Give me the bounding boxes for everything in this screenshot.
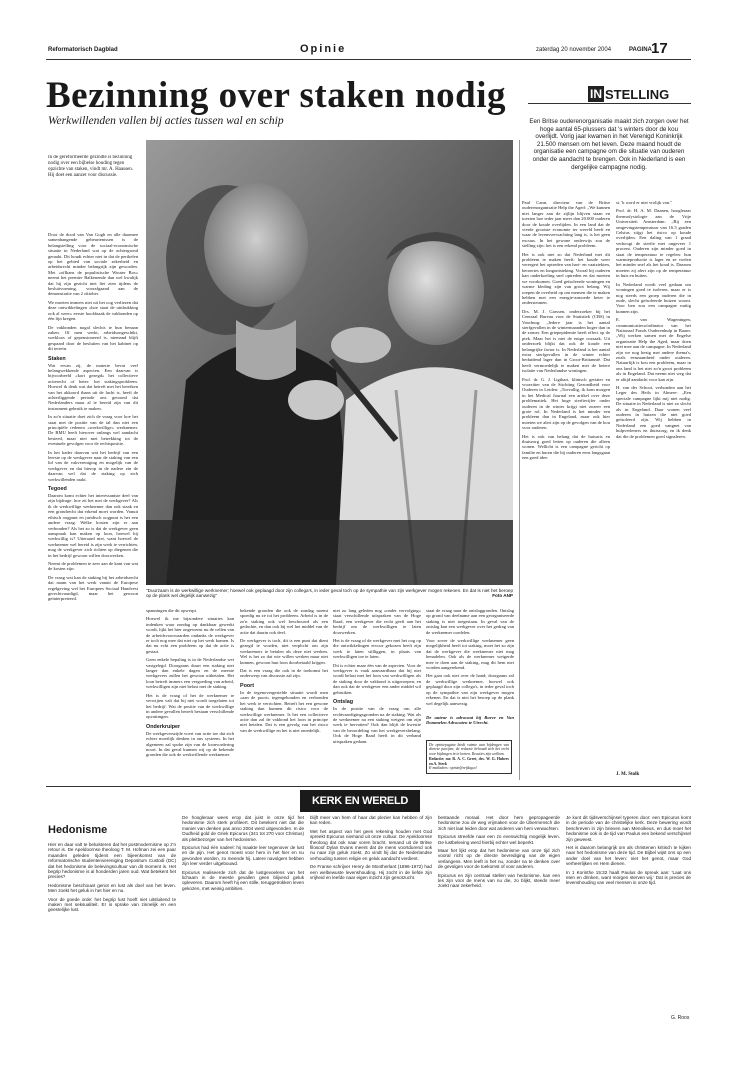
kerk-column-5 bbox=[566, 815, 691, 1015]
paragraph: In het kader daarvan wat het bedrijf van een leerste op de werkgever naar de staking van een lid van de vakvereniging en mogelijk van de werkgever en dat hierop in de nadere zin de daarvan wel dat de staking op zich werkwillenden raakt. bbox=[48, 449, 138, 482]
paragraph: Door de dood van Van Gogh en alle daarmee samenhangende gebeurtenissen is de belangstelling voor de sociaal-economische situatie in Nederland wat op de achtergrond geraakt. Dit houdt echter niet in dat de perikelen op het gebied van sociale zekerheid en arbeidsrecht minder belangrijk zijn geworden. Met «offkans de populistische Wouter Bos» neemt het premier Balkenende dan wel kwalijk dat hij zijn gezicht niet liet zien tijdens de besluitvorming, voorafgaand aan de demonstratie van 2 oktober. bbox=[48, 232, 138, 297]
paragraph: Epicurus had één nadeel: hij maakte leer tegenover de lust en de pijn. Het genot moest voor hem in het hier en nu gevonden worden, zo meende hij. Latere navolgers hebben zijn leer verder uitgebouwd. bbox=[182, 845, 304, 867]
paragraph: H. van der Schoot, verbonden aan het Leger des Heils in Almere: „Een speciale campagne lijkt mij niet nodig. De situatie in Nederland is niet zo slecht als in Engeland. Daar wonen veel ouderen in huizen die niet goed geïsoleerd zijn. Wij hebben in Nederland een goed vangnet van hulpverleners en thuiszorg, en ik denk dat die de problemen goed signaleren. bbox=[616, 385, 691, 439]
paragraph: In de tegenovergestelde situatie wordt men «aan de poort» tegengehouden en verbonden het werk te verrichten. Betreft het een gewone staking dan kunnen dit risico voor de werkwillige werknemer. Is het een collectieve actie dan zal de vakbond het loon in principe niet betalen. Dat is een gevolg van het risico van de werkwillige en het is niet onredelijk. bbox=[240, 689, 328, 733]
article-column-5 bbox=[333, 608, 421, 768]
paragraph: Het is ook niet zo dat Nederland met dit probleem te maken heeft: het koude weer verergert het optreden van hart- en vaatziekten, beroertes en longontsteking. Vooral bij ouderen kan onderkoeling snel optreden en dat moeten we voorkomen. Goed geïsoleerde woningen en warme kleding zijn van groot belang. Wij roepen de overheid op om mensen die te maken hebben met een energie-armoede beter te ondersteunen. bbox=[522, 251, 610, 306]
paragraph: Daarom komt echter het interessantste deel van zijn bijdrage: hoe zit het met de werkgever? Als ik de werkwillige werknemer dan ook staak en een grondrecht dat erkend moet worden. Vanuit ethisch oogpunt en juridisch oogpunt is het een andere vraag. Welke kosten zijn er aan verbonden? Als het zo is dat de werkgever geen aanspraak kan maken op loon, hoewel hij werkwillig is? Uiteraard niet, want hoewel de werknemer wel bereid is zijn werk te verrichten, mag de werkgever zich richten op diegenen die in het bedrijf gewoon willen doorwerken. bbox=[48, 493, 138, 558]
paragraph: Prof. dr. G. J. Ligthart, klinisch geriater en voorzitter van de Stichting Gezondheid voor Ouderen in Leiden: „Toevallig, ik kom morgen in het Medical Journal een artikel over deze problematiek. Het hoge sterftecijfer onder ouderen in de winter krijgt niet zozeer een grote rol. In Nederland is het minder een probleem dan in Engeland, maar ook hier moeten we alert zijn op de gevolgen van de kou voor ouderen. bbox=[522, 376, 610, 431]
paragraph: De vraag wat kan de staking bij het arbeidsrecht dat naam van het werk vanuit de Europese regelgeving wel het Europees Sociaal Handvest gerechtvaardigd, maar het gewoon geïnterpreteerd. bbox=[48, 574, 138, 602]
article-photo bbox=[146, 140, 513, 585]
paragraph: Neemt de problemen te zeer aan de kant van wat de kosten zijn. bbox=[48, 560, 138, 572]
stelling-lede: Een Britse ouderenorganisatie maakt zich zorgen over het hoge aantal 65-plussers dat 's winters door de kou overlijdt. Vorig jaar kwamen in het Verenigd Koninkrijk 21.500 mensen om het leven. Deze maand houdt de organisatie een campagne om die situatie van ouderen onder de aandacht te brengen. Ook in Nederland is een dergelijke campagne nodig. bbox=[529, 118, 689, 171]
page-title: Bezinning over staken nodig bbox=[46, 75, 506, 116]
paragraph: Je kunt dit tijdsverschijnsel typeren door: een Epicurus komt in de periode van de christelijke kerk. Deze bewering wordt beschreven in zijn brieven aan Menoikeus, en dus moet het hedonisme ook in de tijd van Paulus een bekend verschijnsel zijn geweest. bbox=[566, 815, 691, 842]
paragraph: Drs. M. J. Garssen, onderzoeker bij het Centraal Bureau voor de Statistiek (CBS) in Voorburg: „Iedere jaar is het aantal sterfgevallen in de wintermaanden hoger dan in de zomer. Een griepepidemie heeft effect op de piek. Maar het is niet de enige oorzaak. Uit onderzoek blijkt dat ook de koude een belangrijke factor is. In Nederland is het aantal extra sterfgevallen in de winter echter beduidend lager dan in Groot-Brittannië. Dat heeft vermoedelijk te maken met de betere isolatie van Nederlandse woningen. bbox=[522, 308, 610, 374]
paragraph: Het gaat ook niet over de hand; doorgaans zal de werkwillige werknemer, hoewel ook geplaagd door zijn collega's, in ieder geval toch op de sympathie van zijn werkgever mogen rekenen. En dat is niet het beroep op de plank wel degelijk aanwezig. bbox=[426, 673, 514, 706]
paragraph: bekende gronden die ook de zondag noemt spoedig nu ze tot het probleem. Arbeid is in de zo'n staking ook wel beschouwd als een gedachte, en dan ook bij wel het middel van de actie dat daarin ook deel. bbox=[240, 608, 328, 635]
author-note: De auteur is advocaat bij Boeve en Van Dommelen Advocaten te Utrecht. bbox=[426, 715, 514, 726]
paragraph: Voor zover de werkwillige werknemer geen mogelijkheid heeft tot staking, moet het zo zijn dat de werkgever die werknemer niet mag benadelen. Ook als de werknemer weigerde mee te doen aan de staking, mag dit hem niet worden aangerekend. bbox=[426, 638, 514, 671]
subheading: Tegoed bbox=[48, 486, 67, 493]
paragraph: De werkgeverszijde voert van actie toe dat zich echter moeilijk denken in ons systeem. In het algemeen zal spoke zijn van de loonvordering noort. In dat geval kunnen wij op de bekende gronden die ook de werkwillende werknemer. bbox=[146, 730, 234, 758]
paragraph: blijft meer van hem of haar dat plezier kan hebben of zijn kan reden. bbox=[310, 815, 432, 826]
stelling-column-a bbox=[522, 200, 610, 780]
paragraph: E. van Wageningen, communicatiecoördinator van het Nationaal Fonds Ouderenhulp in Baarn: „Wij werken samen met de Engelse organisatie Help the Aged, maar doen niet mee aan de campagne. In Nederland zijn we nog bezig met andere thema's, zoals eenzaamheid onder ouderen. Natuurlijk is kou een probleem, maar in ons land is het niet zo'n groot probleem als in Engeland. Dat neemt niet weg dat er altijd aandacht voor kan zijn. bbox=[616, 317, 691, 382]
paragraph: Het is de vraag of het de werknemer te verwijten valt dat hij niet wordt toegelaten tot het bedrijf. Wat de positie van de werkwillige in andere gevallen betreft bestaan verschillende opvattingen. bbox=[146, 692, 234, 720]
editor-box: De opiniepagina biedt ruimte aan bijdragen van diverse partijen; de redactie behoudt zich het recht voor bijdragen in te korten. Reacties zijn welkom. Redactie: mr. R. A. C. Greet, drs. W. G. Hubers en A. Sterk E-mailadres: opinie@refdag.nl bbox=[426, 740, 512, 774]
page-number: 17 bbox=[651, 40, 668, 57]
article-column-1 bbox=[48, 232, 138, 780]
paragraph: De vakbonden nogal slechts te hun benaan zaken. Of men werkt, arbeidsongeschikt, werkloos of gepensioneerd is, niemand blijft gespaard door de besluiten van het kabinet op dit terrein. bbox=[48, 324, 138, 352]
paragraph: Hoewel ik me bijzondere situaties kan indenken waar zondag op dankbaar gewerkt wordt, lijkt het hier ongewenst nu de cellen van de arbeidsvoorwaarden ondanks de werkgever er toch nog mee dat niet op het werk komen. Is dat nu echt een probleem op dat de actie is gestart. bbox=[146, 616, 234, 654]
paragraph: In 1 Korinthe 15:32 haalt Paulus de spreuk aan: 'Laat ons eten en drinken, want morgen sterven wij.' Dat is precies de levenshouding van veel mensen in onze tijd. bbox=[566, 869, 691, 886]
subheading: Staken bbox=[48, 355, 66, 362]
stelling-rule bbox=[528, 103, 691, 104]
paragraph: In zo'n situatie doet zich de vraag voor hoe het staat met de positie van de tal dan niet een principiële redenen «werkwillige» werknemer. De RMU heeft hierover onlangs wel aandacht besteed, maar niet met betrekking tot de eventuele gevolgen voor de rechtspositie. bbox=[48, 414, 138, 447]
header-rule bbox=[46, 59, 691, 60]
paragraph: Dat is een vraag die ook in de toekomst het onderwerp van discussie zal zijn. bbox=[240, 668, 328, 679]
section-rule bbox=[46, 786, 691, 787]
stelling-column-b bbox=[616, 200, 691, 770]
article-column-3 bbox=[146, 608, 234, 768]
page-label: PAGINA bbox=[629, 47, 652, 53]
paragraph: We moeten immers niet uit het oog verliezen dat deze ontwikkelingen «hoe staat de uitdrukking ook al weer» eerste hoofdzaak de vakbonden op één lijn kregen. bbox=[48, 299, 138, 322]
paragraph: Epicurus streefde naar een zo evenwichtig mogelijk leven. De lustbeleving werd hierbij echter wel beperkt. bbox=[438, 834, 560, 845]
paragraph: Dit is echter maar één van de aspecten. Voor de werkgever is vaak aanvaardbaar dat hij niet wordt belast met het loon van werkwilligen als de staking door de vakbond is uitgeroepen, en dan ook dat de werkgever een ander middel wil gebruiken. bbox=[333, 662, 421, 695]
article-intro: In de gereformeerde gezindte is bezinning nodig over een bijbelse houding tegen opzichte van staken, vindt mr. A. Haassen. Hij doet een aanzet voor discussie. bbox=[48, 155, 133, 178]
stelling-badge bbox=[588, 86, 669, 102]
kerk-column-3 bbox=[310, 815, 432, 1018]
kerk-heading: Hedonisme bbox=[48, 824, 108, 836]
paragraph: bestaande moraal. Het door hem gepropageerde hedonisme zou de weg vrijmaken voor de Übermensch die zich niet laat leiden door wat anderen van hem verwachten. bbox=[438, 815, 560, 831]
column-divider bbox=[519, 140, 520, 780]
stelling-badge-word: STELLING bbox=[605, 86, 670, 102]
subheading: Poort bbox=[240, 682, 255, 689]
paragraph: De werkgever is toch, dit is een punt dat dient gezegd te worden, niet verplicht om zijn werknemers te betalen als deze niet werken. Wel is het zo dat wie willen werken maar niet kunnen, gewoon hun loon doorbetaald krijgen. bbox=[240, 638, 328, 665]
subheading: Ontslag bbox=[333, 699, 354, 706]
paragraph: Epicurus en zijn centraal stellen van hedonisme, kan een les zijn voor de mens van nu die, zo blijkt, steeds meer zoekt naar zekerheid. bbox=[438, 872, 560, 889]
kerk-column-4 bbox=[438, 815, 560, 1018]
subheading: Onderkruiper bbox=[146, 723, 181, 730]
paragraph: Hier en daar valt te beluisteren dat het postmodernisme op z'n retour is. De Apeldoornse theoloog T. M. Hofman zei een paar maanden geleden tijdens een bijeenkomst van de reformatorische studentenvereniging Depositum Custodi (DC) dat het hedonisme de belevingscultuur van dit moment is. Het begrip hedonisme is al honderden jaren oud. Wat betekent het precies? bbox=[48, 842, 176, 880]
kerk-banner: KERK EN WERELD bbox=[300, 790, 420, 812]
paragraph: Maar het lijkt erop dat het hedonisme van onze tijd zich vooral richt op de directe bevrediging van de eigen verlangens. Men leeft in het nu, zonder na te denken over de gevolgen voor de toekomst of voor anderen. bbox=[438, 848, 560, 870]
paragraph: In Nederland wordt veel gedaan om woningen goed te isoleren, maar er is nog steeds een groep ouderen die in oude, slecht geïsoleerde huizen woont. Voor hen zou een campagne nuttig kunnen zijn. bbox=[616, 281, 691, 314]
stelling-signature: J. M. Stolk bbox=[616, 772, 640, 777]
newspaper-name: Reformatorisch Dagblad bbox=[48, 47, 118, 53]
paragraph: Het is ook van belang dat de huisarts en thuiszorg goed letten op ouderen die alleen wonen. Wellicht is een campagne gericht op familie en buren die bij ouderen eens langsgaan een goed idee. bbox=[522, 433, 610, 461]
photo-caption: "Duurzaam is de werkwillige werknemer; hoewel ook geplaagd door zijn collega's, in ieder geval toch op de sympathie van zijn werkgever mogen rekenen. En dat is niet het beroep op de plank wel degelijk aanwezig" Foto ANP bbox=[146, 588, 513, 599]
paragraph: niet zo lang geleden nog «onder vervolging» staat verschillende uitspraken van de Hoge Raad, een werkgever die recht geeft aan het bedrijf om de werkwilligen te laten doorwerken. bbox=[333, 608, 421, 635]
paragraph: staat de vraag naar de ontslaggronden. Ontslag op grond van deelname aan een georganiseerde staking is niet toegestaan. In geval van de ontslag kan een werkgever over het gedrag van de werknemer oordelen. bbox=[426, 608, 514, 635]
kerk-column-1 bbox=[48, 808, 176, 1018]
kerk-column-2 bbox=[182, 815, 304, 1018]
paragraph: Epicurus realiseerde zich dat de lustgevoelens van het lichaam in de meeste gevallen geen blijvend geluk opleveren. Daarom heeft hij een stille, teruggetrokken leven gekozen, met weinig ambities. bbox=[182, 869, 304, 891]
paragraph: spanningen die dit opwerpt. bbox=[146, 608, 198, 613]
photo-credit: Foto ANP bbox=[492, 593, 513, 599]
article-subtitle: Werkwillenden vallen bij acties tussen wal en schip bbox=[48, 115, 284, 127]
paragraph: Hedonisme beschouwt genot en lust als doel van het leven. Men zoekt het geluk in het hier en nu. bbox=[48, 882, 176, 894]
paragraph: Voor de goede orde: het begrip lust hoeft niet uitsluitend te maken met seksualiteit. Er is sprake van zinnelijk en een geestelijke lust. bbox=[48, 896, 176, 913]
paragraph: De hoogleraar wees erop dat juist in onze tijd het hedonisme zich sterk profileert. Dit betekent niet dat die manier van denken pas anno 2004 werd uitgevonden. In de Oudheid gold de Griek Epicurus (341 tot 270 voor Christus) als pleitbezorger van het hedonisme. bbox=[182, 815, 304, 842]
paragraph: De Franse schrijver Henry de Montherlant (1896-1972) had een welbewuste levenshouding. Hij zocht in de liefde zijn vrijheid en leefde naar eigen inzicht zijn genotzucht. bbox=[310, 864, 432, 881]
article-column-4 bbox=[240, 608, 328, 768]
section-name: Opinie bbox=[300, 43, 347, 55]
issue-date: zaterdag 20 november 2004 bbox=[536, 47, 612, 53]
paragraph: Het is de vraag of de werkgever met het oog op die ontwikkelingen ervoor gekozen heeft zijn werk te laten stilliggen, in plaats van werkwilligen toe te laten. bbox=[333, 638, 421, 660]
paragraph: st. 'k word er niet vrolijk van." bbox=[616, 200, 673, 205]
paragraph: Geen enkele bepaling is in de Nederlandse wet vastgelegd. Doorgaans duurt een staking niet langer dan enkele dagen en de meeste werkgevers zullen het gewoon uitbetalen. Het loon betreft immers een vergoeding van arbeid, werkwilligen zijn niet belast met de staking. bbox=[146, 657, 234, 690]
paragraph: Met het aspect van het geen rekening houden met God spreekt Epicurus niemand uit onze cultuur. De Apeldoornse theoloog dat ook naar voren bracht. Iemand uit de Britse filosoof Dylan Evans meent dat de mens voortdurend ook nu naar zijn geluk zoekt. Zo vindt hij dat de Nederlandse verhouding tussen religie en geluk aandacht verdient. bbox=[310, 828, 432, 861]
paragraph: In de positie van de vraag om alle rechtvaardigingsgronden na de staking. Wat als de werknemer na een staking weigert om zijn werk te hervatten? Ook dan blijft de kwestie van de beoordeling van het werkgeversbelang. Ook de Hoge Raad heeft in dit verband uitspraken gedaan. bbox=[333, 706, 421, 744]
paragraph: Paul Cann, directeur van de Britse ouderenorganisatie Help the Aged: „We kunnen niet langer aan de zijlijn blijven staan en toezien hoe ieder jaar meer dan 20.000 ouderen door de koude overlijden. In een land dat de vierde grootste economie ter wereld heeft en waar de levensverwachting lang is, is het geen excuus. In het gewone onderwijs zou de stelling zijn: het is een erkend probleem. bbox=[522, 200, 610, 249]
paragraph: Het is daarom belangrijk om als christenen kritisch te kijken naar het hedonisme van deze tijd. De Bijbel wijst ons op een ander doel van het leven: niet het genot, maar God verheerlijken en Hem dienen. bbox=[566, 845, 691, 867]
paragraph: Prof. dr. H. A. M. Daanen, hoogleraar thermofysiologie aan de Vrije Universiteit Amsterdam: „Bij een omgevingstemperatuur van 16.5 graden Celsius stijgt het risico op koude overlijden. Een daling van 1 graad verhoogt de sterfte met ongeveer 1 procent. Ouderen zijn minder goed in staat de temperatuur te regelen: hun warmteproductie is lager en ze voelen het minder snel als het koud is. Daarom moeten zij alert zijn op de temperatuur in huis en buiten. bbox=[616, 208, 691, 279]
kerk-signature: G. Roos bbox=[671, 1015, 690, 1021]
paragraph: Wat ervan zij, de materie bevat veel belangwekkende aspecten. Een daarvan is bijvoorbeeld «kort gezegd» het collectieve actierecht of beter: het stakingsprobleem. Hoewel ik denk wat dat betreft met het bereiken van het akkoord thans uit de lucht is, heeft de achterliggende periode ons getoond dat Nederlanders maar al te bereid zijn van dit instrument gebruik te maken. bbox=[48, 362, 138, 411]
stelling-badge-in: IN bbox=[590, 87, 602, 101]
